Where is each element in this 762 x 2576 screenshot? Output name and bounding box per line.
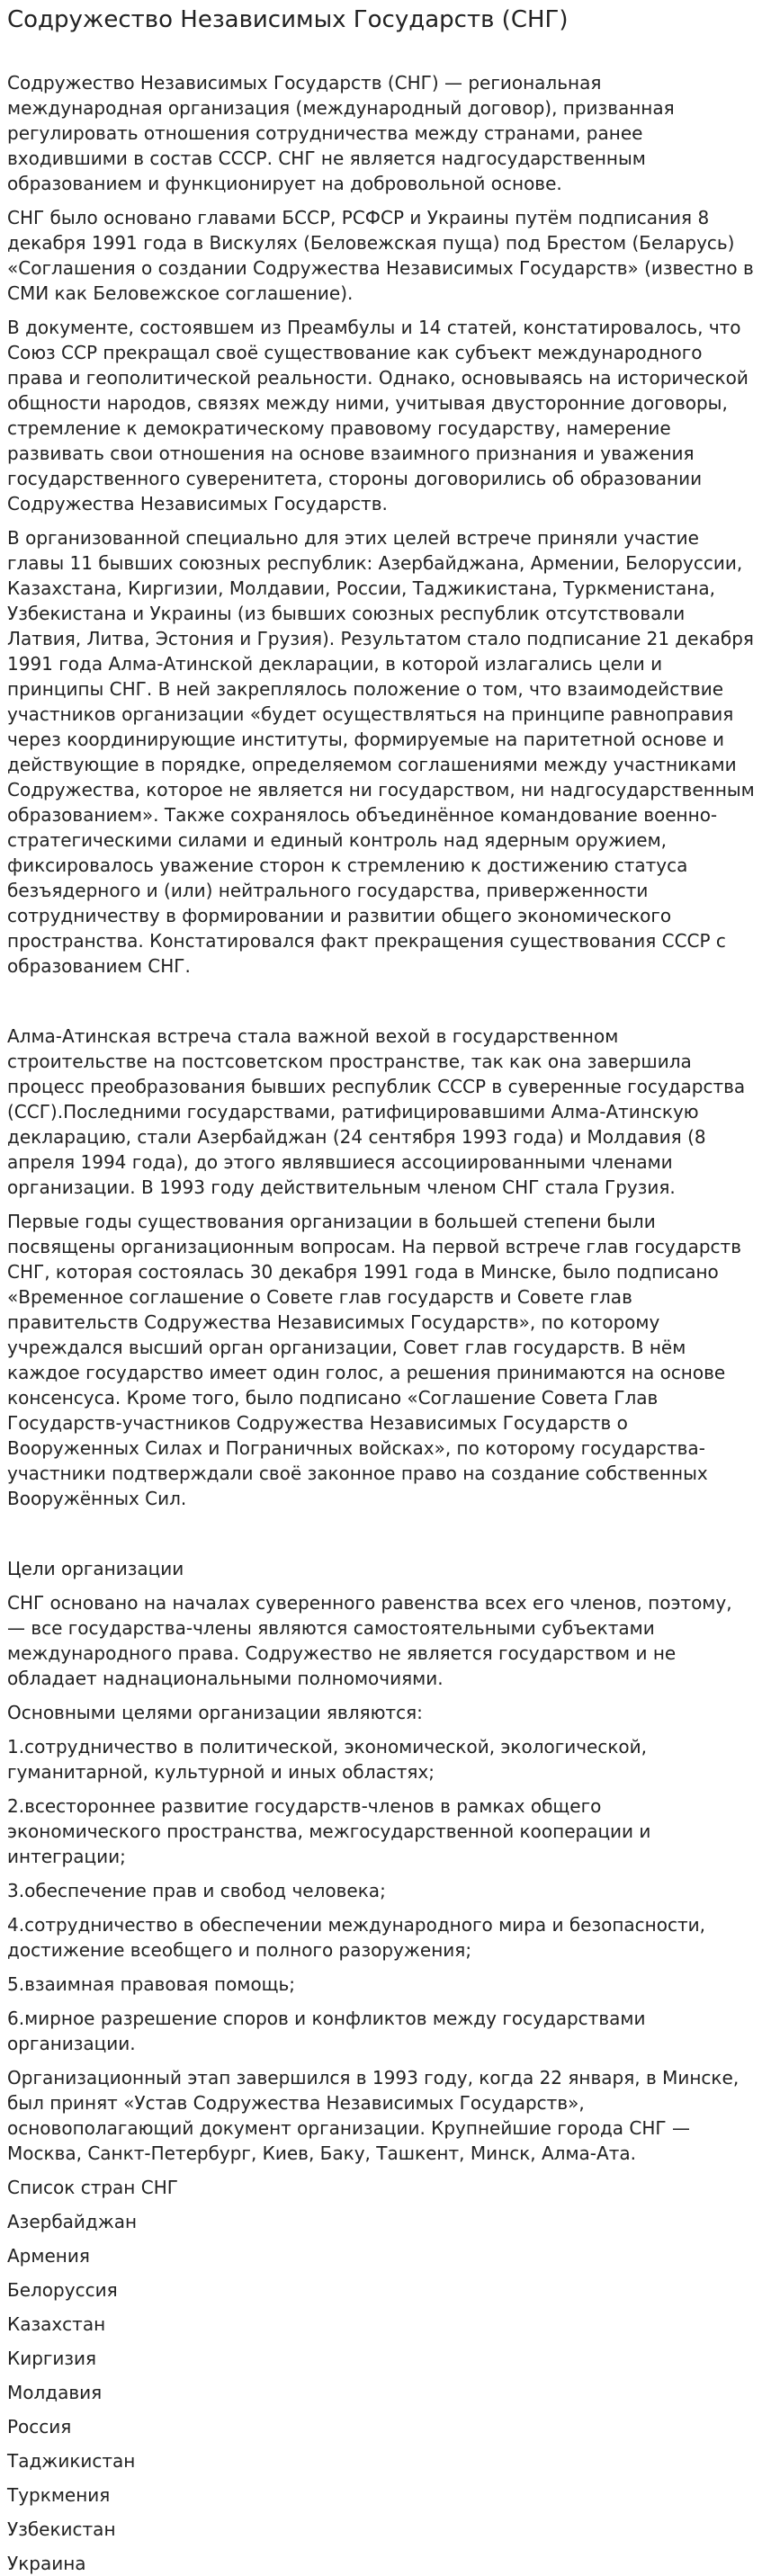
intro-paragraph: СНГ было основано главами БССР, РСФСР и Украины путём подписания 8 декабря 1991 года в Вискулях (Беловежская пуща) под Брестом (Беларусь) «Соглашения о создании Содружества Независимых Государств» (известно в СМИ как Беловежское соглашение). [7, 207, 754, 304]
goals-paragraph: СНГ основано на началах суверенного равенства всех его членов, поэтому, — все государства-члены являются самостоятельными субъектами международного права. Содружество не является государством и не обладает наднациональными полномочиями. [7, 1592, 732, 1689]
country-item: Таджикистан [7, 2450, 136, 2472]
goals-heading: Цели организации [7, 1558, 184, 1579]
intro-paragraph: В организованной специально для этих целей встрече приняли участие главы 11 бывших союзных республик: Азербайджана, Армении, Белоруссии, Казахстана, Киргизии, Молдавии, России, Таджикистана, Туркменистана, Узбекистана и Украины (из бывших союзных республик отсутствовали Латвия, Литва, Эстония и Грузия). Результатом стало подписание 21 декабря 1991 года Алма-Атинской декларации, в которой излагались цели и принципы СНГ. В ней закреплялось положение о том, что взаимодействие участников организации «будет осуществляться на принципе равноправия через координирующие институты, формируемые на паритетной основе и действующие в порядке, определяемом соглашениями между участниками Содружества, которое не является ни государством, ни надгосударственным образованием». Также сохранялось объединённое командование военно-стратегическими силами и единый контроль над ядерным оружием, фиксировалось уважение сторон к стремлению к достижению статуса безъядерного и (или) нейтрального государства, приверженности сотрудничеству в формировании и развитии общего экономического пространства. Констатировался факт прекращения существования СССР с образованием СНГ. [7, 527, 755, 977]
country-item: Украина [7, 2553, 86, 2574]
history-section [7, 1024, 755, 1511]
country-item: Молдавия [7, 2382, 103, 2403]
goals-list-item: 6.мирное разрешение споров и конфликтов между государствами организации. [7, 2008, 646, 2054]
countries-section [7, 2175, 755, 2576]
history-paragraph: Алма-Атинская встреча стала важной вехой в государственном строительстве на постсоветском пространстве, так как она завершила процесс преобразования бывших республик СССР в суверенные государства (ССГ).Последними государствами, ратифицировавшими Алма-Атинскую декларацию, стали Азербайджан (24 сентября 1993 года) и Молдавия (8 апреля 1994 года), до этого являвшиеся ассоциированными членами организации. В 1993 году действительным членом СНГ стала Грузия. [7, 1025, 746, 1198]
goals-section [7, 1556, 755, 2166]
country-item: Азербайджан [7, 2211, 138, 2232]
goals-paragraph: Организационный этап завершился в 1993 году, когда 22 января, в Минске, был принят «Устав Содружества Независимых Государств», основополагающий документ организации. Крупнейшие города СНГ — Москва, Санкт-Петербург, Киев, Баку, Ташкент, Минск, Алма-Ата. [7, 2067, 740, 2164]
history-paragraph: Первые годы существования организации в большей степени были посвящены организационным вопросам. На первой встрече глав государств СНГ, которая состоялась 30 декабря 1991 года в Минске, было подписано «Временное соглашение о Совете глав государств и Совете глав правительств Содружества Независимых Государств», по которому учреждался высший орган организации, Совет глав государств. В нём каждое государство имеет один голос, а решения принимаются на основе консенсуса. Кроме того, было подписано «Соглашение Совета Глав Государств-участников Содружества Независимых Государств о Вооруженных Силах и Пограничных войсках», по которому государства-участники подтверждали своё законное право на создание собственных Вооружённых Сил. [7, 1211, 741, 1509]
country-item: Узбекистан [7, 2518, 116, 2540]
goals-paragraph: Основными целями организации являются: [7, 1702, 423, 1723]
country-item: Россия [7, 2416, 72, 2437]
intro-paragraph: В документе, состоявшем из Преамбулы и 14 статей, констатировалось, что Союз ССР прекращал своё существование как субъект международного права и геополитической реальности. Однако, основываясь на исторической общности народов, связях между ними, учитывая двусторонние договоры, стремление к демократическому правовому государству, намерение развивать свои отношения на основе взаимного признания и уважения государственного суверенитета, стороны договорились об образовании Содружества Независимых Государств. [7, 317, 749, 514]
goals-list-item: 4.сотрудничество в обеспечении международного мира и безопасности, достижение всеобщего и полного разоружения; [7, 1914, 705, 1961]
goals-list-item: 2.всестороннее развитие государств-членов в рамках общего экономического пространства, межгосударственной кооперации и интеграции; [7, 1795, 651, 1867]
intro-section [7, 70, 755, 979]
country-item: Туркмения [7, 2484, 111, 2506]
country-item: Белоруссия [7, 2279, 118, 2301]
section-spacer [7, 988, 755, 1024]
countries-heading: Список стран СНГ [7, 2177, 178, 2198]
country-item: Армения [7, 2245, 90, 2267]
intro-paragraph: Содружество Независимых Государств (СНГ) — региональная международная организация (международный договор), призванная регулировать отношения сотрудничества между странами, ранее входившими в состав СССР. СНГ не является надгосударственным образованием и функционирует на добровольной основе. [7, 72, 675, 194]
section-spacer [7, 1520, 755, 1556]
goals-list-item: 3.обеспечение прав и свобод человека; [7, 1880, 386, 1901]
goals-list-item: 1.сотрудничество в политической, экономической, экологической, гуманитарной, культурной и иных областях; [7, 1736, 648, 1783]
country-item: Казахстан [7, 2313, 106, 2335]
page-title: Содружество Независимых Государств (СНГ) [7, 6, 569, 33]
country-item: Киргизия [7, 2348, 97, 2369]
countries-list [7, 2209, 755, 2576]
goals-list-item: 5.взаимная правовая помощь; [7, 1973, 296, 1995]
